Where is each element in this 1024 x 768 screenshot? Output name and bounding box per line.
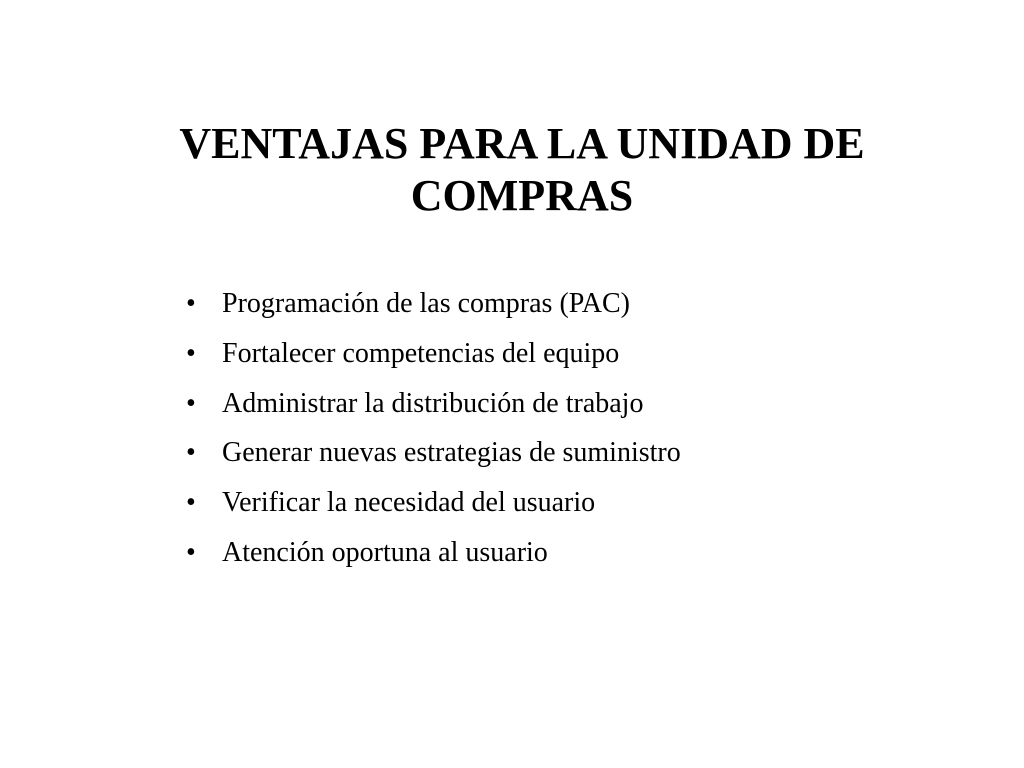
bullet-text: Atención oportuna al usuario [222, 536, 548, 568]
bullet-text: Generar nuevas estrategias de suministro [222, 437, 681, 469]
slide-title-line-2: COMPRAS [410, 171, 634, 220]
bullet-item [180, 329, 681, 379]
bullet-dot: • [186, 536, 196, 568]
slide-title [60, 118, 984, 222]
slide-title-line-1: VENTAJAS PARA LA UNIDAD DE [179, 119, 865, 168]
bullet-dot: • [186, 437, 196, 469]
bullet-dot: • [186, 288, 196, 319]
bullet-dot: • [186, 387, 196, 419]
bullet-text: Verificar la necesidad del usuario [222, 487, 596, 519]
bullet-item [180, 528, 681, 578]
bullet-item [180, 478, 681, 528]
bullet-dot: • [186, 487, 196, 519]
bullet-text: Administrar la distribución de trabajo [222, 387, 644, 419]
bullet-text: Programación de las compras (PAC) [222, 288, 630, 319]
bullet-dot: • [186, 337, 196, 369]
bullet-item [180, 379, 681, 429]
bullet-item [180, 279, 681, 329]
bullet-item [180, 428, 681, 478]
bullet-list [180, 279, 681, 578]
bullet-text: Fortalecer competencias del equipo [222, 337, 620, 369]
